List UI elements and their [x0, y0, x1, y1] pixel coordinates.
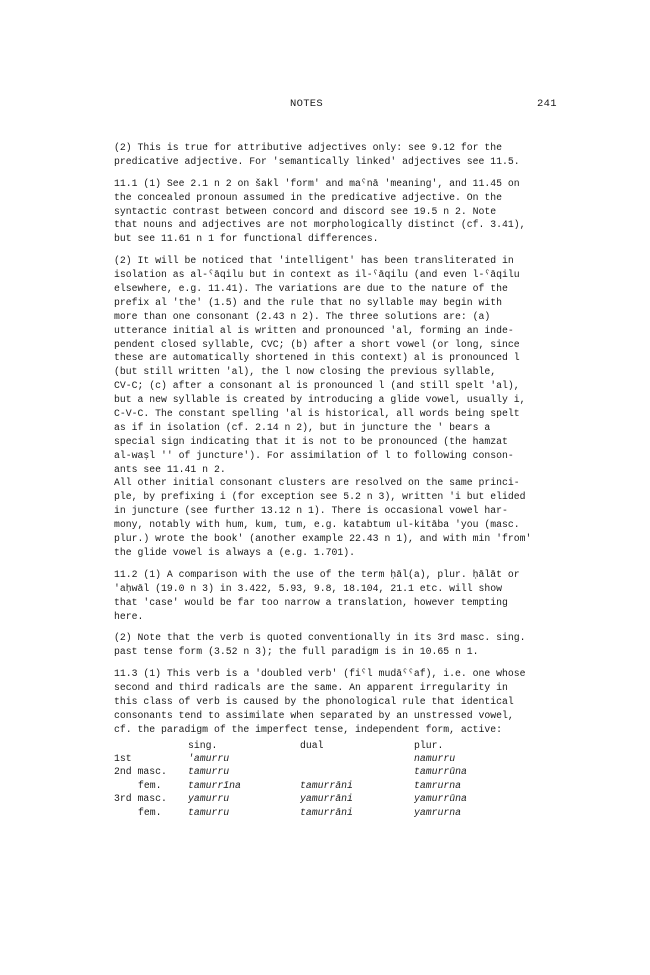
- text-line: 11.2 (1) A comparison with the use of the term ḥāl(a), plur. ḥālāt or: [114, 568, 520, 580]
- text-line: C-V-C. The constant spelling 'al is historical, all words being spelt: [114, 408, 520, 420]
- text-line: the concealed pronoun assumed in the predicative adjective. On the: [114, 191, 503, 203]
- text-line: as if in isolation (cf. 2.14 n 2), but in juncture the ' bears a: [114, 421, 491, 433]
- table-cell: yamrurna: [414, 806, 462, 818]
- table-cell: yamurru: [188, 793, 230, 805]
- table-cell: tamurru: [188, 766, 230, 778]
- text-line: ple, by prefixing i (for exception see 5.2 n 3), written 'i but elided: [114, 491, 526, 503]
- note-paragraph: [114, 177, 546, 246]
- text-line: consonants tend to assimilate when separated by an unstressed vowel,: [114, 709, 514, 721]
- text-line: utterance initial al is written and pronounced 'al, forming an inde-: [114, 324, 514, 336]
- table-cell: 2nd masc.: [114, 766, 167, 778]
- text-line: that 'case' would be far too narrow a translation, however tempting: [114, 596, 508, 608]
- table-cell: 1st: [114, 753, 132, 765]
- text-line: plur.) wrote the book' (another example 22.43 n 1), and with min 'from': [114, 533, 532, 545]
- text-line: ants see 11.41 n 2.: [114, 463, 226, 475]
- text-line: syntactic contrast between concord and discord see 19.5 n 2. Note: [114, 205, 497, 217]
- table-row: [114, 792, 546, 805]
- table-row: [114, 765, 546, 778]
- text-line: past tense form (3.52 n 3); the full paradigm is in 10.65 n 1.: [114, 646, 479, 658]
- text-line: but a new syllable is created by introducing a glide vowel, usually i,: [114, 394, 526, 406]
- table-cell: fem.: [138, 779, 162, 791]
- note-paragraph: [114, 254, 546, 476]
- column-header: plur.: [414, 739, 444, 751]
- text-line: in juncture (see further 13.12 n 1). There is occasional vowel har-: [114, 505, 508, 517]
- text-line: the glide vowel is always a (e.g. 1.701).: [114, 546, 356, 558]
- table-cell: namurru: [414, 753, 456, 765]
- note-paragraph: [114, 667, 546, 736]
- text-line: more than one consonant (2.43 n 2). The three solutions are: (a): [114, 310, 491, 322]
- text-line: these are automatically shortened in this context) al is pronounced l: [114, 352, 520, 364]
- text-line: predicative adjective. For 'semantically linked' adjectives see 11.5.: [114, 155, 520, 167]
- column-header: dual: [300, 739, 324, 751]
- table-header-row: [114, 739, 546, 752]
- table-cell: yamurrāni: [300, 793, 353, 805]
- text-line: this class of verb is caused by the phonological rule that identical: [114, 695, 514, 707]
- table-row: [114, 779, 546, 792]
- table-cell: tamurrāni: [300, 806, 353, 818]
- text-line: second and third radicals are the same. An apparent irregularity in: [114, 682, 508, 694]
- text-line: (2) It will be noticed that 'intelligent' has been transliterated in: [114, 255, 514, 267]
- text-line: mony, notably with hum, kum, tum, e.g. katabtum ul-kitāba 'you (masc.: [114, 519, 520, 531]
- table-row: [114, 806, 546, 819]
- text-line: All other initial consonant clusters are resolved on the same princi-: [114, 477, 520, 489]
- text-line: (but still written 'al), the l now closing the previous syllable,: [114, 366, 497, 378]
- paradigm-table: [114, 739, 546, 819]
- text-line: prefix al 'the' (1.5) and the rule that no syllable may begin with: [114, 296, 503, 308]
- text-line: special sign indicating that it is not to be pronounced (the hamzat: [114, 435, 508, 447]
- table-cell: tamurrūna: [414, 766, 467, 778]
- text-line: but see 11.61 n 1 for functional differences.: [114, 233, 379, 245]
- note-paragraph: [114, 568, 546, 624]
- table-cell: tamurru: [188, 806, 230, 818]
- text-line: here.: [114, 610, 144, 622]
- text-line: elsewhere, e.g. 11.41). The variations are due to the nature of the: [114, 283, 508, 295]
- text-line: cf. the paradigm of the imperfect tense, independent form, active:: [114, 723, 503, 735]
- note-paragraph: [114, 631, 546, 659]
- text-line: (2) Note that the verb is quoted conventionally in its 3rd masc. sing.: [114, 632, 526, 644]
- column-header: sing.: [188, 739, 218, 751]
- note-paragraph: [114, 141, 546, 169]
- text-line: CV-C; (c) after a consonant al is pronounced l (and still spelt 'al),: [114, 380, 520, 392]
- text-line: that nouns and adjectives are not morphologically distinct (cf. 3.41),: [114, 219, 526, 231]
- table-cell: yamurrūna: [414, 793, 467, 805]
- text-line: isolation as al-ˁāqilu but in context as il-ˁāqilu (and even l-ˁāqilu: [114, 269, 520, 281]
- text-line: 11.3 (1) This verb is a 'doubled verb' (fiˁl mudāˁˁaf), i.e. one whose: [114, 668, 526, 680]
- table-cell: 3rd masc.: [114, 793, 167, 805]
- table-cell: tamurrāni: [300, 779, 353, 791]
- notes-body: [114, 141, 546, 819]
- table-row: [114, 752, 546, 765]
- text-line: 11.1 (1) See 2.1 n 2 on šakl 'form' and maˁnā 'meaning', and 11.45 on: [114, 177, 520, 189]
- table-cell: tamurrīna: [188, 779, 241, 791]
- running-header: NOTES: [290, 98, 324, 110]
- text-line: 'aḥwāl (19.0 n 3) in 3.422, 5.93, 9.8, 18.104, 21.1 etc. will show: [114, 582, 503, 594]
- text-line: (2) This is true for attributive adjectives only: see 9.12 for the: [114, 142, 503, 153]
- table-cell: fem.: [138, 806, 162, 818]
- table-cell: 'amurru: [188, 753, 230, 765]
- table-cell: tamrurna: [414, 779, 462, 791]
- text-line: al-waṣl '' of juncture'). For assimilation of l to following conson-: [114, 449, 514, 461]
- note-paragraph: [114, 476, 546, 559]
- page-number: 241: [537, 98, 557, 110]
- text-line: pendent closed syllable, CVC; (b) after a short vowel (or long, since: [114, 338, 520, 350]
